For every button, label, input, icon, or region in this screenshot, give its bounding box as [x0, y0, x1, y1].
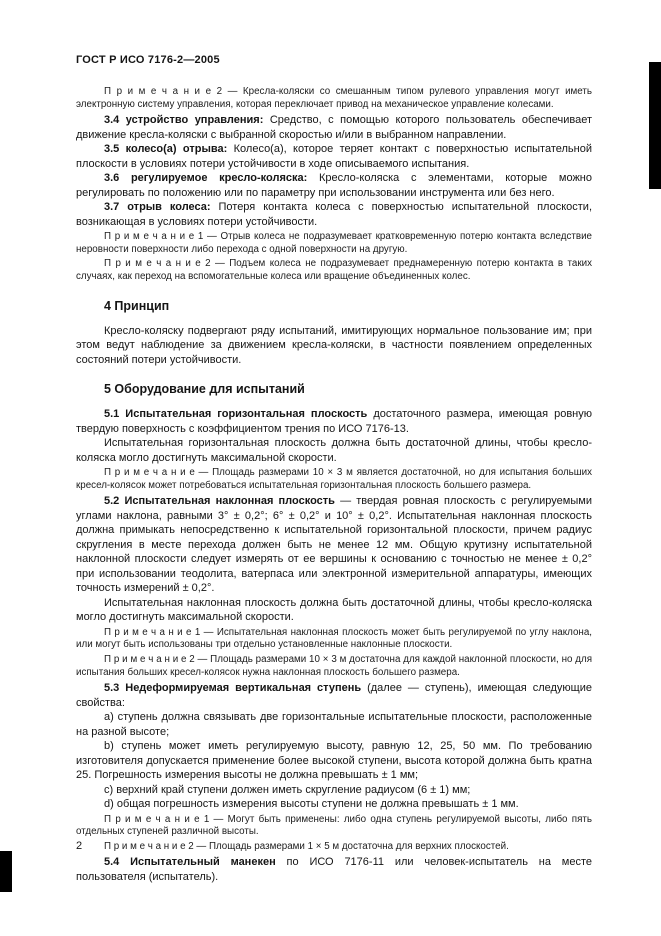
clause-5-1 [76, 407, 592, 436]
document-number: ГОСТ Р ИСО 7176-2—2005 [76, 54, 220, 66]
note-paragraph: П р и м е ч а н и е 1 — Отрыв колеса не подразумевает кратковременную потерю контакта вследствие неровности поверхности либо перехода с одной поверхности на другую. [76, 231, 592, 255]
section-heading-5: 5 Оборудование для испытаний [104, 382, 305, 397]
clause-3-4 [76, 113, 592, 142]
list-item-c: c) верхний край ступени должен иметь скругление радиусом (6 ± 1) мм; [104, 783, 471, 796]
note-paragraph: П р и м е ч а н и е — Площадь размерами 10 × 3 м является достаточной, но для испытания больших кресел-колясок может потребоваться испытательная горизонтальная плоскость большего размера. [76, 467, 592, 491]
clause-5-2 [76, 494, 592, 596]
clause-5-3 [76, 681, 592, 710]
term-label: 3.6 регулируемое кресло-коляска: [104, 172, 308, 185]
term-definition: Средство, с помощью которого пользователь обеспечивает движение кресла-коляски с выбранной скоростью и/или в выбранном направлении. [76, 114, 592, 141]
equipment-description: (далее — ступень), имеющая следующие свойства: [76, 682, 592, 709]
clause-3-6 [76, 171, 592, 200]
list-item-a: a) ступень должна связывать две горизонтальные испытательные плоскости, расположенные на разной высоте; [76, 711, 592, 738]
principle-paragraph: Кресло-коляску подвергают ряду испытаний, имитирующих нормальное пользование им; при этом ведут наблюдение за движением кресла-коляски, в частности появлением определенных состояний потери устойчивости. [76, 324, 592, 366]
term-definition: Кресло-коляска с элементами, которые можно регулировать по положению или по параметру при использовании инструмента или без него. [76, 172, 592, 199]
equipment-label: 5.1 Испытательная горизонтальная плоскость [104, 408, 368, 421]
equipment-description: достаточного размера, имеющая ровную твердую поверхность с коэффициентом трения по ИСО 7176-13. [76, 408, 592, 435]
scan-mark-top-right [649, 62, 661, 189]
equipment-label: 5.4 Испытательный манекен [104, 856, 276, 869]
equipment-description: по ИСО 7176-11 или человек-испытатель на месте пользователя (испытатель). [76, 856, 592, 883]
page-content [76, 54, 592, 884]
term-label: 3.5 колесо(а) отрыва: [104, 143, 228, 156]
equipment-label: 5.2 Испытательная наклонная плоскость [104, 495, 335, 508]
list-item-d: d) общая погрешность измерения высоты ступени не должна превышать ± 1 мм. [104, 798, 519, 811]
term-label: 3.4 устройство управления: [104, 114, 264, 127]
clause-5-4 [76, 855, 592, 884]
clause-5-2-paragraph: Испытательная наклонная плоскость должна быть достаточной длины, чтобы кресло-коляска могло достигнуть максимальной скорости. [76, 596, 592, 624]
equipment-description: — твердая ровная плоскость с регулируемыми углами наклона, равными 3° ± 0,2°; 6° ± 0,2° и 10° ± 0,2°. Испытательная наклонная плоскость должна примыкать непосредственно к испытательной горизонтальной плоскости, причем радиус скругления в месте перехода должен быть не менее 12 мм. Общую крутизну испытательной наклонной плоскости следует измерять от ее вершины к основанию с точностью не менее ± 0,2° при использовании теодолита, ватерпаса или электронной измерительной аппаратуры, имеющих точность измерений ± 0,2°. [76, 495, 592, 595]
equipment-label: 5.3 Недеформируемая вертикальная ступень [104, 682, 362, 695]
term-label: 3.7 отрыв колеса: [104, 201, 211, 214]
clause-3-7 [76, 200, 592, 229]
list-item-b: b) ступень может иметь регулируемую высоту, равную 12, 25, 50 мм. По требованию изготовителя допускается применение более высокой ступени, высота которой должна быть кратна 25. Погрешность измерения высоты не должна превышать ± 1 мм; [76, 740, 592, 782]
section-heading-4: 4 Принцип [104, 298, 170, 313]
note-paragraph: П р и м е ч а н и е 2 — Кресла-коляски со смешанным типом рулевого управления могут иметь электронную систему управления, которая переключает привод на механическое управление колесами. [76, 86, 592, 110]
page-number: 2 [76, 840, 83, 852]
note-paragraph: П р и м е ч а н и е 1 — Могут быть применены: либо одна ступень регулируемой высоты, либо пять отдельных ступеней различной высоты. [76, 813, 592, 838]
note-paragraph: П р и м е ч а н и е 2 — Площадь размерами 1 × 5 м достаточна для верхних плоскостей. [104, 840, 509, 852]
note-paragraph: П р и м е ч а н и е 2 — Площадь размерами 10 × 3 м достаточна для каждой наклонной плоскости, но для испытания больших кресел-колясок нужна наклонная плоскость большего размера. [76, 653, 592, 678]
note-paragraph: П р и м е ч а н и е 2 — Подъем колеса не подразумевает преднамеренную потерю контакта в таких случаях, как переход на вспомогательные колеса или вращение объединенных колес. [76, 258, 592, 282]
clause-3-5 [76, 142, 592, 171]
clause-5-1-paragraph: Испытательная горизонтальная плоскость должна быть достаточной длины, чтобы кресло-коляска могло достигнуть максимальной скорости. [76, 437, 592, 464]
scan-mark-bottom-left [0, 851, 12, 892]
note-paragraph: П р и м е ч а н и е 1 — Испытательная наклонная плоскость может быть регулируемой по углу наклона, или могут быть использованы три отдельно установленные наклонные плоскости. [76, 626, 592, 651]
term-definition: Колесо(а), которое теряет контакт с поверхностью испытательной плоскости в условиях потери устойчивости в ходе описываемого испытания. [76, 143, 592, 170]
term-definition: Потеря контакта колеса с поверхностью испытательной плоскости, возникающая в условиях потери устойчивости. [76, 201, 592, 228]
